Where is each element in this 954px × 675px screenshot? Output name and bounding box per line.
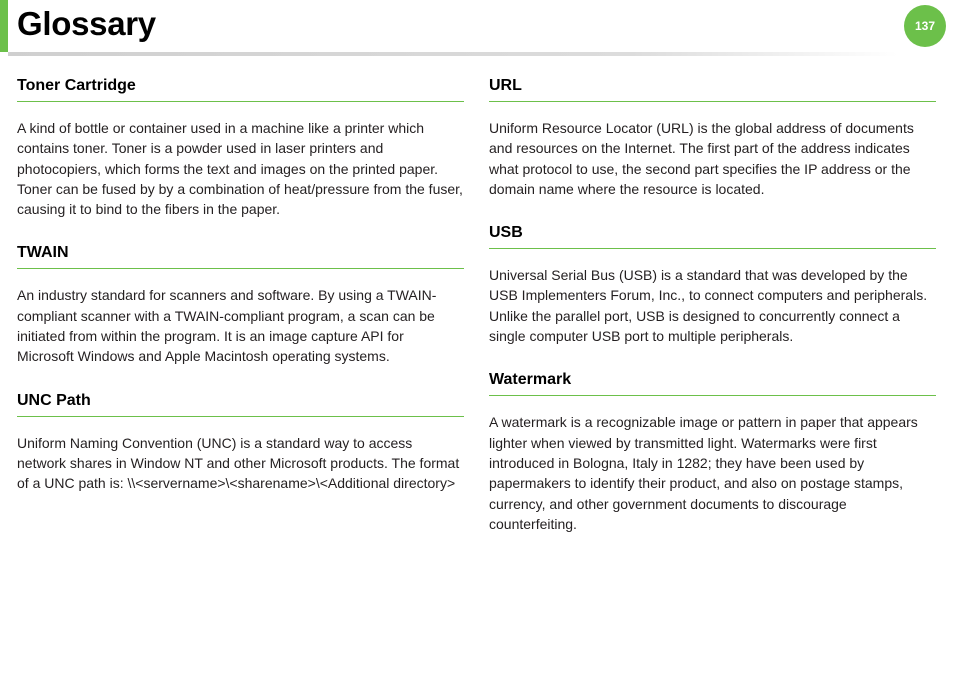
page-title: Glossary bbox=[17, 5, 156, 42]
glossary-definition: Uniform Naming Convention (UNC) is a standard way to access network shares in Window NT and other Microsoft products. The format of a UNC path is: \\<servername>\<sharename>\<Additional directory> bbox=[17, 434, 460, 492]
page-number: 137 bbox=[914, 19, 936, 33]
glossary-term: USB bbox=[489, 222, 936, 249]
glossary-term: Toner Cartridge bbox=[17, 75, 464, 102]
glossary-entry-usb bbox=[489, 222, 936, 346]
glossary-column-left bbox=[17, 75, 464, 517]
glossary-entry-toner-cartridge bbox=[17, 75, 464, 219]
glossary-term: URL bbox=[489, 75, 936, 102]
title-accent-bar bbox=[0, 0, 8, 52]
glossary-definition: Universal Serial Bus (USB) is a standard that was developed by the USB Implementers Forum, Inc., to connect computers and peripherals. Unlike the parallel port, USB is designed to concurrently connect a single computer USB port to multiple peripherals. bbox=[489, 267, 928, 345]
glossary-term: TWAIN bbox=[17, 242, 464, 269]
glossary-definition: Uniform Resource Locator (URL) is the global address of documents and resources on the Internet. The first part of the address indicates what protocol to use, the second part specifies the IP address or the domain name where the resource is located. bbox=[489, 120, 914, 197]
glossary-term: Watermark bbox=[489, 369, 936, 396]
header-divider bbox=[8, 52, 898, 56]
glossary-definition: An industry standard for scanners and software. By using a TWAIN-compliant scanner with a TWAIN-compliant program, a scan can be initiated from within the program. It is an image capture API for Microsoft Windows and Apple Macintosh operating systems. bbox=[17, 287, 437, 365]
glossary-entry-url bbox=[489, 75, 936, 199]
glossary-term: UNC Path bbox=[17, 390, 464, 417]
page-number-badge bbox=[904, 5, 946, 47]
glossary-column-right bbox=[489, 75, 936, 557]
glossary-definition: A kind of bottle or container used in a machine like a printer which contains toner. Toner is a powder used in laser printers and photocopiers, which forms the text and images on the printed paper. Toner can be fused by by a combination of heat/pressure from the fuser, causing it to bind to the fibers in the paper. bbox=[17, 120, 463, 218]
glossary-entry-unc-path bbox=[17, 390, 464, 494]
glossary-definition: A watermark is a recognizable image or pattern in paper that appears lighter when viewed by transmitted light. Watermarks were first introduced in Bologna, Italy in 1282; they have been used by papermakers to identify their product, and also on postage stamps, currency, and other government documents to discourage counterfeiting. bbox=[489, 414, 918, 532]
glossary-entry-watermark bbox=[489, 369, 936, 534]
glossary-entry-twain bbox=[17, 242, 464, 366]
